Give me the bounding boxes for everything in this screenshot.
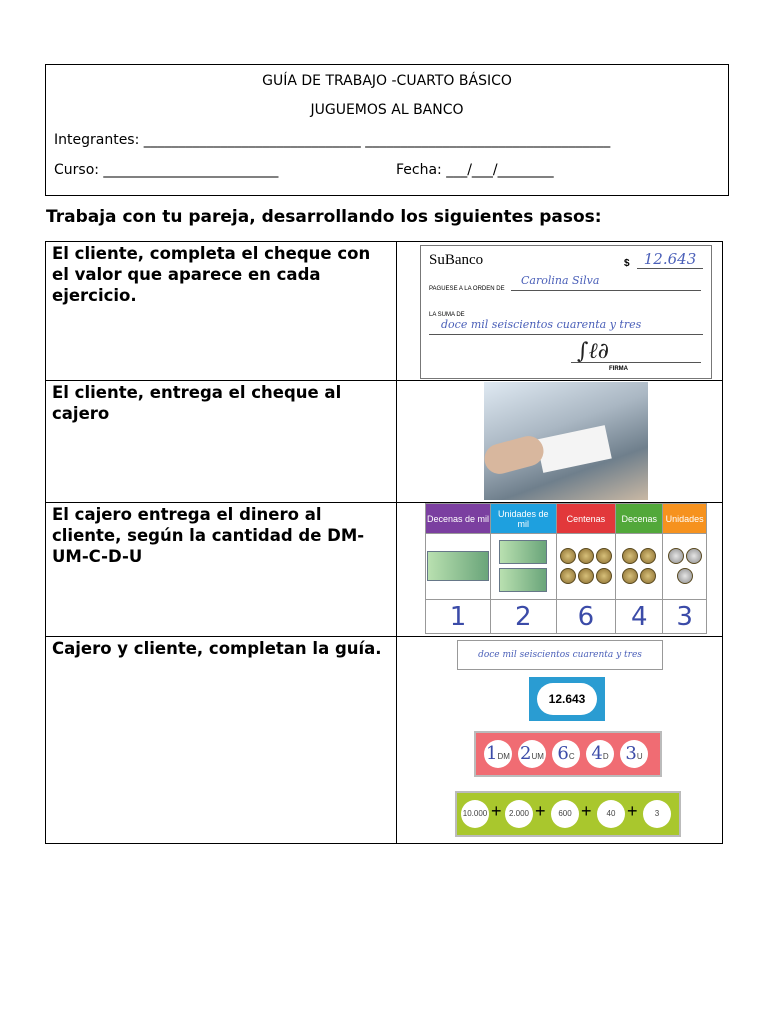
signature-icon: ∫ℓ∂	[577, 339, 610, 364]
coin-1-icon	[663, 534, 707, 600]
payee: Carolina Silva	[521, 274, 600, 287]
curso-field: Curso: _________________________	[54, 162, 279, 178]
expanded-2000: 2.000	[505, 800, 533, 828]
expanded-form-box: 10.000 + 2.000 + 600 + 40 + 3	[455, 791, 681, 837]
pill-u: 3U	[620, 740, 648, 768]
money-cell	[397, 503, 723, 637]
header-centenas: Centenas	[556, 504, 616, 534]
step-3-text: El cajero entrega el dinero al cliente, según la cantidad de DM-UM-C-D-U	[46, 503, 397, 637]
expanded-10000: 10.000	[461, 800, 489, 828]
header-decenas-de-mil: Decenas de mil	[426, 504, 491, 534]
worksheet-title: GUÍA DE TRABAJO -CUARTO BÁSICO	[262, 73, 512, 89]
steps-table	[45, 241, 723, 844]
expanded-40: 40	[597, 800, 625, 828]
place-value-box	[474, 731, 662, 777]
header-unidades-de-mil: Unidades de mil	[491, 504, 557, 534]
step-2-text: El cliente, entrega el cheque al cajero	[46, 381, 397, 503]
sum-words: doce mil seiscientos cuarenta y tres	[441, 318, 642, 331]
bill-1000-icon	[491, 534, 557, 600]
cheque-image	[420, 245, 712, 379]
bank-teller-photo	[484, 382, 648, 500]
step-4-text: Cajero y cliente, completan la guía.	[46, 637, 397, 844]
digit-c: 6	[556, 600, 616, 634]
digit-dm: 1	[426, 600, 491, 634]
bank-logo: SuBanco	[429, 252, 484, 268]
header-unidades: Unidades	[663, 504, 707, 534]
photo-cell	[397, 381, 723, 503]
pill-d: 4D	[586, 740, 614, 768]
header-decenas: Decenas	[616, 504, 663, 534]
pill-um: 2UM	[518, 740, 546, 768]
money-table	[425, 503, 707, 634]
digit-d: 4	[616, 600, 663, 634]
firma-label: FIRMA	[609, 366, 628, 372]
number-words: doce mil seiscientos cuarenta y tres	[457, 640, 663, 670]
pill-dm: 1DM	[484, 740, 512, 768]
digit-um: 2	[491, 600, 557, 634]
number-box	[529, 677, 605, 721]
step-1-text: El cliente, completa el cheque con el valor que aparece en cada ejercicio.	[46, 242, 397, 381]
worksheet-subtitle: JUGUEMOS AL BANCO	[310, 102, 464, 118]
dollar-sign: $	[624, 258, 630, 269]
number-value: 12.643	[537, 683, 597, 715]
digit-u: 3	[663, 600, 707, 634]
expanded-3: 3	[643, 800, 671, 828]
summary-cell	[397, 637, 723, 844]
coin-10-icon	[616, 534, 663, 600]
cheque-amount: 12.643	[637, 250, 703, 269]
pay-label: PAGUESE A LA ORDEN DE	[429, 286, 505, 292]
header-box	[45, 64, 729, 196]
integrantes-field: Integrantes: _______________________________ ___________________________________	[54, 132, 611, 148]
bill-10000-icon	[426, 534, 491, 600]
sum-label: LA SUMA DE	[429, 312, 465, 318]
cheque-cell	[397, 242, 723, 381]
coin-100-icon	[556, 534, 616, 600]
expanded-600: 600	[551, 800, 579, 828]
fecha-field: Fecha: ___/___/________	[396, 162, 554, 178]
instruction: Trabaja con tu pareja, desarrollando los siguientes pasos:	[46, 207, 602, 227]
pill-c: 6C	[552, 740, 580, 768]
